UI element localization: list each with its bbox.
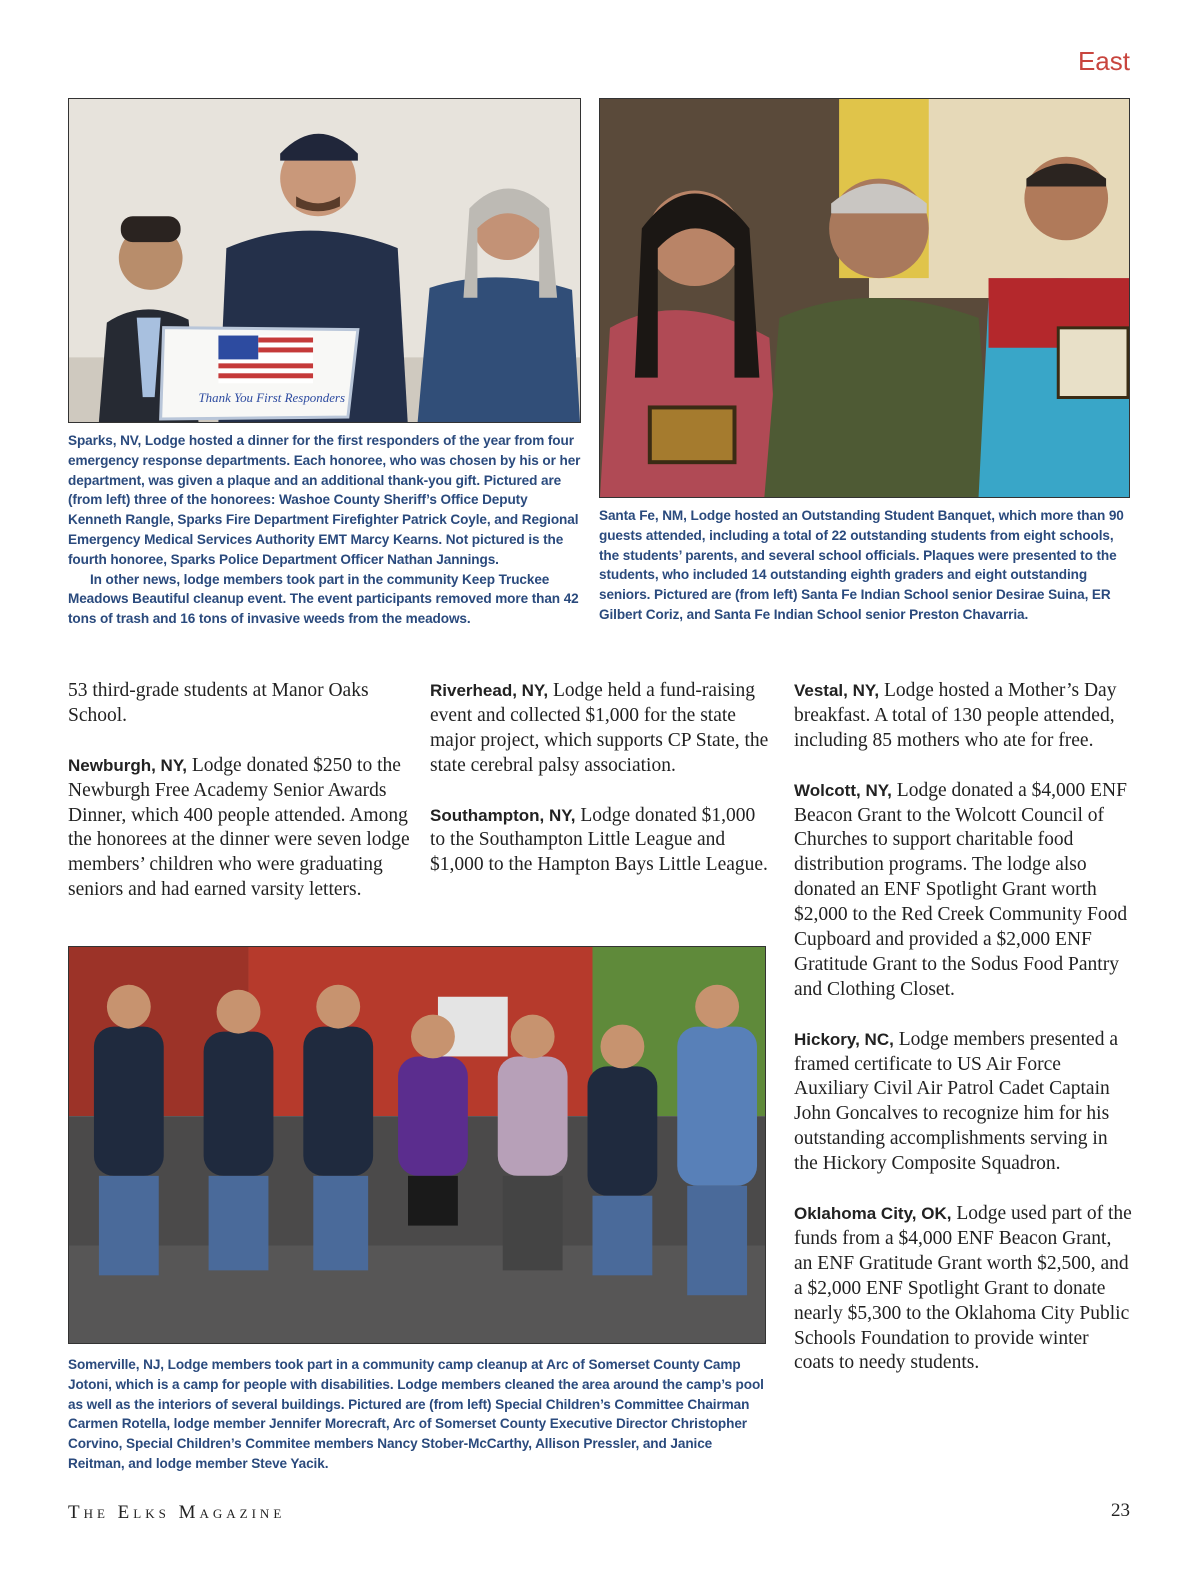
column-1 [68, 679, 413, 928]
caption-text: Lodge hosted an Outstanding Student Banquet, which more than 90 guests attended, including a total of 22 outstanding students from eight schools, the students’ parents, and several school officials. Plaques were presented to the students, who included 14 outstanding eighth graders and eight outstanding seniors. Pictured are (from left) Santa Fe Indian School senior Desirae Suina, ER Gilbert Coriz, and Santa Fe Indian School senior Preston Chavarria. [599, 508, 1124, 622]
caption-text: Lodge hosted a dinner for the first responders of the year from four emergency response departments. Each honoree, who was chosen by his or her department, was given a plaque and an additional thank-you gift. Pictured are (from left) three of the honorees: Washoe County Sheriff’s Office Deputy Kenneth Rangle, Sparks Fire Department Firefighter Patrick Coyle, and Regional Emergency Medical Services Authority EMT Marcy Kearns. Not pictured is the fourth honoree, Sparks Police Department Officer Nathan Jannings. [68, 433, 581, 567]
caption-place: Sparks, NV, [68, 433, 142, 448]
news-item [794, 779, 1132, 1003]
news-item-text: Lodge donated $250 to the Newburgh Free Academy Senior Awards Dinner, which 400 people attended. Among the honorees at the dinner were seven lodge members’ children who were graduating seniors and had earned varsity letters. [68, 754, 410, 901]
caption-text: Lodge members took part in a community camp cleanup at Arc of Somerset County Camp Jotoni, which is a camp for people with disabilities. Lodge members cleaned the area around the camp’s pool as well as the interiors of several buildings. Pictured are (from left) Special Children’s Committee Chairman Carmen Rotella, lodge member Jennifer Morecraft, Arc of Somerset County Executive Director Christopher Corvino, Special Children’s Commitee members Nancy Stober-McCarthy, Allison Pressler, and Janice Reitman, and lodge member Steve Yacik. [68, 1357, 764, 1471]
section-label: East [1077, 46, 1130, 76]
news-item-place: Vestal, NY, [794, 681, 880, 700]
column-3 [794, 679, 1132, 1401]
caption-place: Somerville, NJ, [68, 1357, 164, 1372]
news-item-place: Riverhead, NY, [430, 681, 549, 700]
sparks-caption [68, 431, 584, 629]
sparks-photo [68, 98, 581, 423]
news-item-place: Southampton, NY, [430, 805, 576, 825]
continuation-text: 53 third-grade students at Manor Oaks School. [68, 680, 369, 726]
caption-text-second: In other news, lodge members took part in the community Keep Truckee Meadows Beautiful cleanup event. The event participants removed more than 42 tons of trash and 16 tons of invasive weeds from the meadows. [68, 571, 579, 627]
caption-place: Santa Fe, NM, [599, 508, 687, 523]
magazine-title: The Elks Magazine [68, 1502, 286, 1523]
santafe-caption [599, 506, 1130, 625]
news-item [794, 1202, 1132, 1376]
news-item-place: Wolcott, NY, [794, 780, 892, 800]
news-item [794, 679, 1132, 754]
news-item [430, 679, 775, 779]
news-item [430, 804, 775, 879]
news-item-text: Lodge donated a $4,000 ENF Beacon Grant to the Wolcott Council of Churches to support charitable food distribution programs. The lodge also donated an ENF Spotlight Grant worth $2,000 to the Red Creek Community Food Cupboard and provided a $2,000 ENF Gratitude Grant to the Sodus Food Pantry and Clothing Closet. [794, 779, 1128, 1000]
column-2 [430, 679, 775, 903]
cake-text: Thank You First Responders [198, 390, 346, 406]
page-number: 23 [1111, 1500, 1130, 1521]
news-item-place: Newburgh, NY, [68, 755, 188, 775]
news-item-text: Lodge hosted a Mother’s Day breakfast. A total of 130 people attended, including 85 mothers who ate for free. [794, 680, 1117, 751]
news-item-place: Oklahoma City, OK, [794, 1203, 952, 1223]
news-item [794, 1028, 1132, 1177]
news-item-text: Lodge held a fund-raising event and collected $1,000 for the state major project, which supports CP State, the state cerebral palsy association. [430, 680, 769, 776]
news-item-place: Hickory, NC, [794, 1029, 894, 1049]
santafe-photo [599, 98, 1130, 498]
somerville-caption [68, 1355, 768, 1474]
news-item [68, 754, 413, 903]
news-item-text: Lodge donated $1,000 to the Southampton Little League and $1,000 to the Hampton Bays Little League. [430, 804, 768, 876]
somerville-photo [68, 946, 766, 1344]
news-item-text: Lodge used part of the funds from a $4,000 ENF Beacon Grant, an ENF Gratitude Grant worth $2,500, and a $2,000 ENF Spotlight Grant to donate nearly $5,300 to the Oklahoma City Public Schools Foundation to provide winter coats to needy students. [794, 1202, 1132, 1374]
news-item-text: Lodge members presented a framed certificate to US Air Force Auxiliary Civil Air Patrol Cadet Captain John Goncalves to recognize him for his outstanding accomplishments serving in the Hickory Composite Squadron. [794, 1028, 1118, 1175]
